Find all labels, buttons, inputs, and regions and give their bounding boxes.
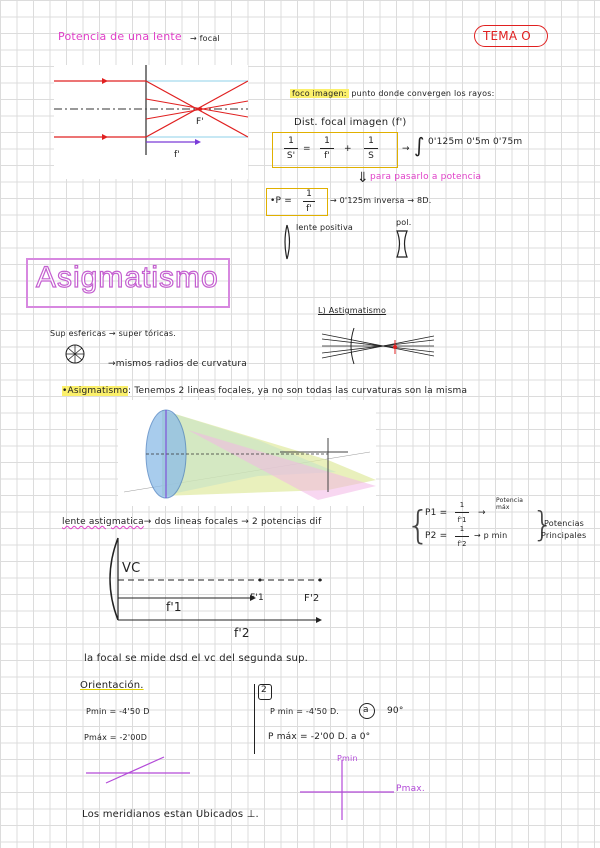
p1-fraction: 1 f'1	[455, 499, 469, 526]
focal-point-label: F'	[196, 117, 205, 127]
vertex-focal-diagram	[96, 534, 328, 640]
foco-imagen-text: punto donde convergen los rayos:	[351, 89, 495, 98]
f1-long-label: f'1	[166, 600, 182, 614]
lente-astig-term: lente astigmatica	[62, 517, 144, 527]
vc-label: VC	[122, 561, 141, 576]
foco-imagen-line	[290, 89, 494, 98]
formula-mid: 1 f'	[320, 135, 334, 162]
asigmatismo-term: •Asigmatismo	[62, 386, 129, 396]
f2-short-label: F'2	[304, 593, 320, 604]
right-pmax: P máx = -2'00 D. a 0°	[268, 732, 371, 742]
p1-tag: Potencia máx	[496, 497, 524, 511]
lente-astig-line	[62, 517, 321, 527]
meridianos-text: Los meridianos estan Ubicados ⊥.	[82, 809, 259, 820]
potencias-label: Potencias	[544, 519, 585, 528]
right-pmin-a: a	[363, 705, 369, 715]
astig-heading: L) Astigmatismo	[318, 306, 387, 315]
sup-esfericas-text: Sup esfericas → super tóricas.	[50, 329, 176, 338]
focal-point	[200, 108, 203, 111]
lente-positiva-label: lente positiva	[296, 223, 353, 232]
section-title: Asigmatismo	[36, 261, 219, 294]
p2-label: P2 =	[425, 531, 448, 541]
focal-length-label: f'	[174, 150, 181, 160]
left-pmin: Pmin = -4'50 D	[86, 707, 150, 716]
double-arrow-down: ⇓	[357, 170, 369, 186]
p-brace-close: }	[532, 505, 554, 545]
lens-ray-diagram	[54, 65, 248, 179]
positive-lens-icon	[283, 223, 295, 261]
astig-ray-figure	[322, 326, 434, 366]
p1-arrow: →	[478, 508, 486, 518]
dist-focal-label: Dist. focal imagen (f')	[294, 117, 407, 128]
pasar-potencia-label: para pasarlo a potencia	[370, 172, 482, 182]
lente-astig-desc: → dos lineas focales → 2 potencias dif	[143, 517, 322, 527]
vertex-note: la focal se mide dsd el vc del segunda sup.	[84, 653, 309, 664]
p1-label: P1 =	[425, 508, 448, 518]
cross-pmin-label: Pmin	[337, 754, 358, 763]
principales-label: Principales	[541, 531, 587, 540]
vc-lens-shape	[110, 538, 118, 620]
focal-values: 0'125m 0'5m 0'75m	[428, 137, 523, 147]
sturm-conoid-illustration	[118, 400, 376, 506]
mismos-radios-text: →mismos radios de curvatura	[108, 359, 247, 369]
power-result: → 0'125m inversa → 8D.	[330, 196, 432, 205]
formula-arrow: →	[402, 144, 410, 154]
right-pmin-angle: 90°	[387, 706, 404, 716]
formula-equals: =	[303, 144, 311, 154]
formula-plus: +	[344, 144, 352, 154]
left-meridian-cross	[86, 755, 192, 785]
foco-imagen-highlight: foco imagen:	[292, 89, 347, 98]
brace-symbol: ∫	[414, 133, 425, 157]
asigmatismo-definition	[62, 386, 467, 396]
p-brace-open: {	[406, 503, 431, 547]
power-lhs: •P =	[270, 196, 292, 206]
power-fraction: 1 f'	[303, 188, 315, 215]
orientation-divider	[254, 684, 255, 754]
p2-fraction: 1 f'2	[455, 523, 469, 550]
marker-number: 2	[261, 685, 267, 695]
orientacion-heading: Orientación.	[80, 680, 144, 691]
cross-pmax-label: Pmax.	[396, 784, 425, 794]
negative-lens-icon	[394, 229, 410, 259]
page-title-suffix: → focal	[190, 34, 220, 43]
f1-short-label: F'1	[250, 593, 264, 603]
asigmatismo-desc: : Tenemos 2 lineas focales, ya no son todas las curvaturas son la misma	[128, 386, 468, 396]
right-pmin: P min = -4'50 D.	[270, 707, 340, 716]
formula-lhs: 1 S'	[284, 135, 298, 162]
p2-tag: → p min	[474, 531, 508, 540]
meridians-icon	[60, 340, 90, 368]
right-meridian-cross	[300, 760, 400, 824]
formula-rhs: 1 S	[364, 135, 378, 162]
pol-label: pol.	[396, 218, 412, 227]
page-title: Potencia de una lente	[58, 30, 182, 43]
tema-label: TEMA O	[483, 29, 531, 43]
left-pmax: Pmáx = -2'00D	[84, 733, 148, 742]
f2-long-label: f'2	[234, 626, 250, 640]
